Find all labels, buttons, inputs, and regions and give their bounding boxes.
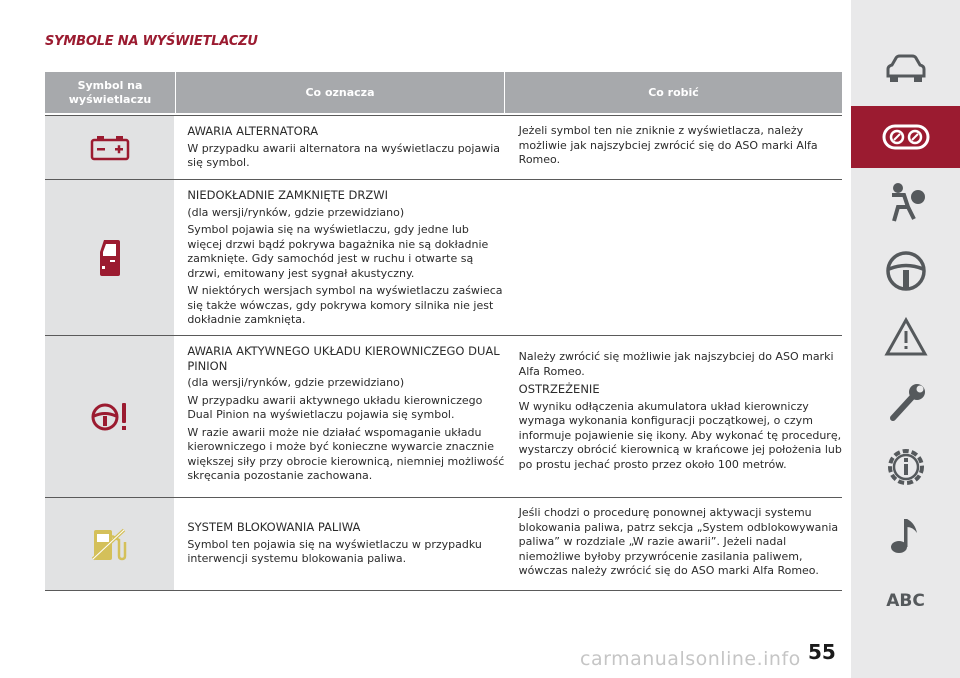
meaning-text: W przypadku awarii alternatora na wyświetlaczu pojawia się symbol. bbox=[187, 141, 500, 169]
action-cell bbox=[506, 116, 842, 179]
meaning-heading: AWARIA AKTYWNEGO UKŁADU KIEROWNICZEGO DUAL PINION bbox=[187, 344, 500, 373]
table-row bbox=[45, 180, 842, 336]
meaning-text: (dla wersji/rynków, gdzie przewidziano) bbox=[187, 376, 405, 389]
action-warning-heading: OSTRZEŻENIE bbox=[518, 382, 600, 396]
action-cell bbox=[506, 180, 842, 335]
meaning-heading: SYSTEM BLOKOWANIA PALIWA bbox=[187, 520, 361, 534]
symbol-cell bbox=[45, 498, 174, 590]
sidebar-item-warnings[interactable] bbox=[851, 306, 960, 368]
meaning-cell bbox=[174, 336, 505, 497]
steering-warning-icon bbox=[90, 399, 130, 435]
door-open-icon bbox=[98, 238, 122, 278]
table-row bbox=[45, 336, 842, 498]
section-title: SYMBOLE NA WYŚWIETLACZU bbox=[45, 34, 258, 49]
music-note-icon bbox=[889, 515, 923, 555]
steering-wheel-icon bbox=[885, 250, 927, 292]
warning-triangle-icon bbox=[884, 317, 928, 357]
meaning-text: W niektórych wersjach symbol na wyświetlaczu zaświeca się także wówczas, gdy pokrywa komory silnika nie jest dokładnie zamknięta. bbox=[187, 284, 503, 326]
action-cell bbox=[506, 498, 842, 590]
symbol-cell bbox=[45, 116, 174, 179]
info-gear-icon bbox=[884, 445, 928, 489]
fuel-cutoff-icon bbox=[91, 526, 129, 562]
meaning-text: W przypadku awarii aktywnego układu kierowniczego Dual Pinion na wyświetlaczu pojawia się symbol. bbox=[187, 393, 483, 421]
sidebar-item-dashboard[interactable] bbox=[851, 106, 960, 168]
abc-index-label: ABC bbox=[886, 591, 925, 611]
wrench-icon bbox=[885, 382, 927, 424]
action-text: W wyniku odłączenia akumulatora układ kierowniczy wymaga wykonania konfiguracji początkowej, o czym informuje pojawienie się ikony. Aby wykonać tę procedurę, wystarczy obrócić kierownicą w krańcowe jej położenia lub po prostu jechać prosto przez około 100 metrów. bbox=[518, 399, 842, 471]
sidebar-item-index[interactable] bbox=[851, 570, 960, 632]
meaning-heading: NIEDOKŁADNIE ZAMKNIĘTE DRZWI bbox=[187, 188, 389, 202]
airbag-person-icon bbox=[884, 181, 928, 225]
table-row bbox=[45, 115, 842, 180]
meaning-text: W razie awarii może nie działać wspomaganie układu kierowniczego i może być konieczne wywarcie znacznie większej siły przy obrocie kierownicą, niemniej możliwość skręcania pozostanie zachowana. bbox=[187, 425, 505, 482]
meaning-cell bbox=[174, 498, 505, 590]
sidebar-item-multimedia[interactable] bbox=[851, 504, 960, 566]
symbol-cell bbox=[45, 180, 174, 335]
dashboard-icon bbox=[882, 123, 930, 151]
sidebar-item-car[interactable] bbox=[851, 38, 960, 100]
action-text: Jeżeli symbol ten nie zniknie z wyświetlacza, należy możliwie jak najszybciej zwrócić się do ASO marki Alfa Romeo. bbox=[518, 124, 818, 166]
action-cell bbox=[506, 336, 842, 497]
symbols-table bbox=[45, 72, 842, 591]
sidebar-item-maintenance[interactable] bbox=[851, 372, 960, 434]
table-row bbox=[45, 498, 842, 591]
meaning-cell bbox=[174, 116, 505, 179]
header-meaning: Co oznacza bbox=[176, 72, 504, 113]
chapter-sidebar bbox=[851, 0, 960, 678]
car-icon bbox=[884, 54, 928, 84]
sidebar-item-safety[interactable] bbox=[851, 172, 960, 234]
action-text: Należy zwrócić się możliwie jak najszybciej do ASO marki Alfa Romeo. bbox=[518, 350, 834, 378]
header-symbol: Symbol na wyświetlaczu bbox=[45, 72, 175, 113]
action-text: Jeśli chodzi o procedurę ponownej aktywacji systemu blokowania paliwa, patrz sekcja „System odblokowywania paliwa” w rozdziale „W razie awarii”. Jeżeli nadal niemożliwe byłoby przywrócenie zasilania paliwem, wówczas należy zwrócić się do ASO marki Alfa Romeo. bbox=[518, 506, 839, 577]
page-number: 55 bbox=[808, 640, 836, 664]
sidebar-item-technical[interactable] bbox=[851, 436, 960, 498]
header-action: Co robić bbox=[505, 72, 842, 113]
watermark: carmanualsonline.info bbox=[580, 648, 801, 670]
meaning-heading: AWARIA ALTERNATORA bbox=[187, 124, 319, 138]
battery-icon bbox=[90, 135, 130, 161]
sidebar-item-driving[interactable] bbox=[851, 240, 960, 302]
symbol-cell bbox=[45, 336, 174, 497]
meaning-text: Symbol pojawia się na wyświetlaczu, gdy jedne lub więcej drzwi bądź pokrywa bagażnika nie są dokładnie zamknięte. Gdy samochód jest w ruchu i otwarte są drzwi, emitowany jest sygnał akustyczny. bbox=[187, 223, 489, 280]
table-header bbox=[45, 72, 842, 113]
meaning-text: Symbol ten pojawia się na wyświetlaczu w przypadku interwencji systemu blokowania paliwa. bbox=[187, 537, 482, 565]
meaning-cell bbox=[174, 180, 505, 335]
meaning-text: (dla wersji/rynków, gdzie przewidziano) bbox=[187, 205, 405, 219]
